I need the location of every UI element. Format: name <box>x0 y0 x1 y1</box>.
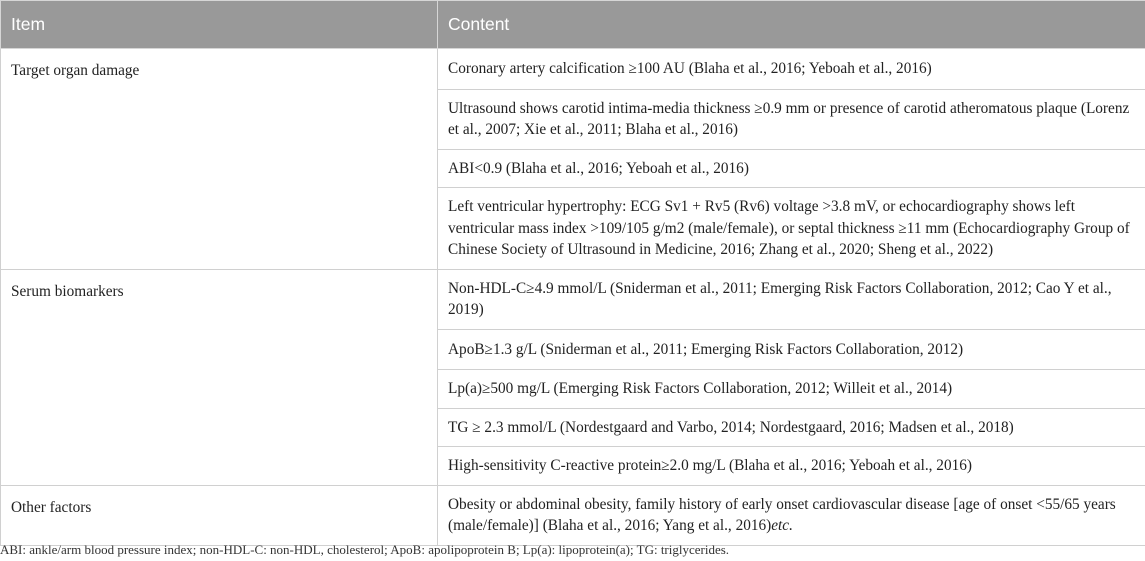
content-cell: Lp(a)≥500 mg/L (Emerging Risk Factors Collaboration, 2012; Willeit et al., 2014) <box>438 370 1145 409</box>
item-other-factors: Other factors <box>1 485 438 545</box>
content-cell <box>438 485 1145 545</box>
table-row <box>1 49 1145 90</box>
header-content: Content <box>438 1 1145 49</box>
etc-suffix: etc. <box>771 517 793 534</box>
content-cell: ApoB≥1.3 g/L (Sniderman et al., 2011; Emerging Risk Factors Collaboration, 2012) <box>438 329 1145 370</box>
content-cell: High-sensitivity C-reactive protein≥2.0 mg/L (Blaha et al., 2016; Yeboah et al., 2016) <box>438 447 1145 486</box>
content-cell: Left ventricular hypertrophy: ECG Sv1 + Rv5 (Rv6) voltage >3.8 mV, or echocardiography shows left ventricular mass index >109/105 g/m2 (male/female), or septal thickness ≥11 mm (Echocardiography Group of Chinese Society of Ultrasound in Medicine, 2016; Zhang et al., 2020; Sheng et al., 2022) <box>438 188 1145 270</box>
content-text: Obesity or abdominal obesity, family history of early onset cardiovascular disease [age of onset <55/65 years (male/female)] (Blaha et al., 2016; Yang et al., 2016) <box>448 495 1116 534</box>
table-footnote: ABI: ankle/arm blood pressure index; non-HDL-C: non-HDL, cholesterol; ApoB: apolipoprotein B; Lp(a): lipoprotein(a); TG: triglycerides. <box>0 542 730 557</box>
content-cell: ABI<0.9 (Blaha et al., 2016; Yeboah et al., 2016) <box>438 149 1145 188</box>
item-target-organ-damage: Target organ damage <box>1 49 438 270</box>
content-cell: Coronary artery calcification ≥100 AU (Blaha et al., 2016; Yeboah et al., 2016) <box>438 49 1145 90</box>
content-cell: Non-HDL-C≥4.9 mmol/L (Sniderman et al., 2011; Emerging Risk Factors Collaboration, 2012; Cao Y et al., 2019) <box>438 269 1145 329</box>
header-item: Item <box>1 1 438 49</box>
header-row <box>1 1 1145 49</box>
content-cell: TG ≥ 2.3 mmol/L (Nordestgaard and Varbo, 2014; Nordestgaard, 2016; Madsen et al., 2018) <box>438 408 1145 447</box>
content-cell: Ultrasound shows carotid intima-media thickness ≥0.9 mm or presence of carotid atheromatous plaque (Lorenz et al., 2007; Xie et al., 2011; Blaha et al., 2016) <box>438 89 1145 149</box>
table-row <box>1 485 1145 545</box>
item-serum-biomarkers: Serum biomarkers <box>1 269 438 485</box>
table-row <box>1 269 1145 329</box>
